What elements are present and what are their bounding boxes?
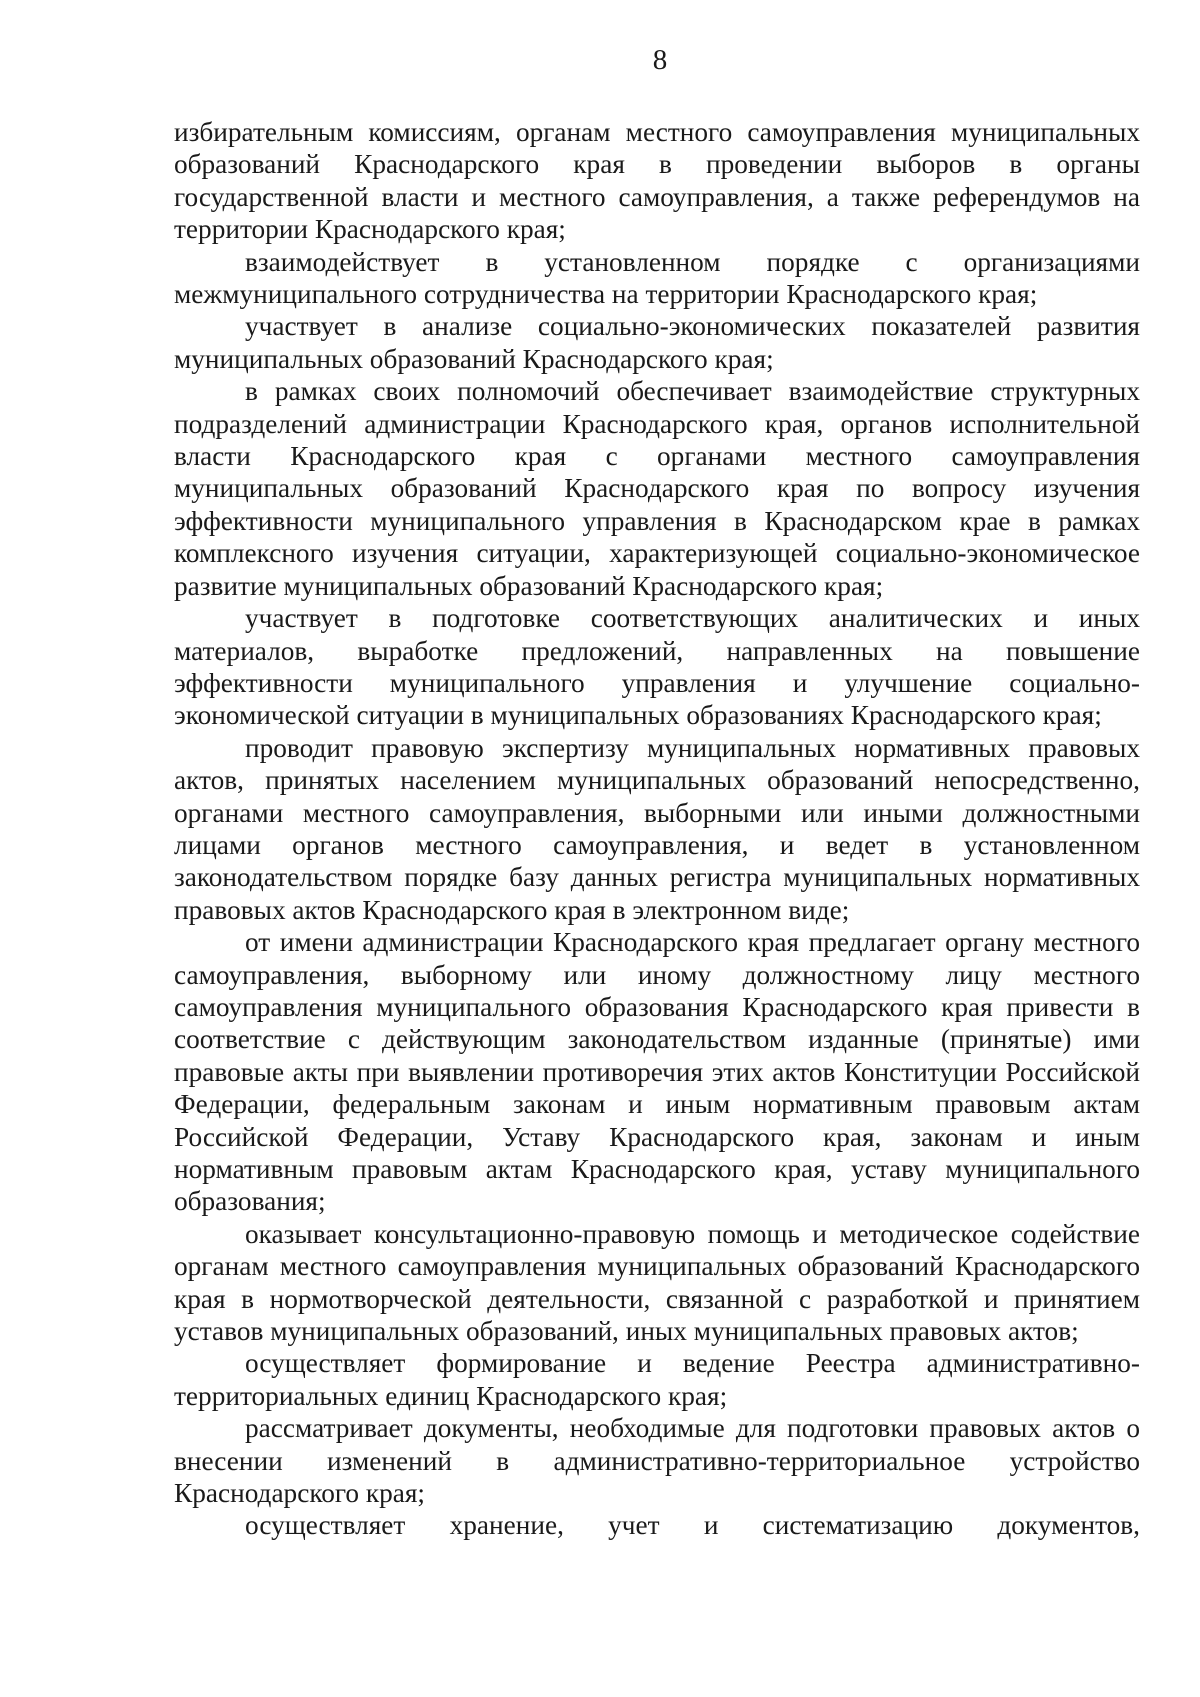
paragraph-intermunicipal-cooperation: взаимодействует в установленном порядке с организациями межмуниципального сотрудничества на территории Краснодарского края; [174,246,1140,310]
paragraph-analytical-materials: участвует в подготовке соответствующих аналитических и иных материалов, выработке предложений, направленных на повышение эффективности муниципального управления и улучшение социально-экономической ситуации в муниципальных образованиях Краснодарского края; [174,603,1140,731]
paragraph-socioeconomic-analysis: участвует в анализе социально-экономических показателей развития муниципальных образований Краснодарского края; [174,311,1140,374]
paragraph-structural-interaction: в рамках своих полномочий обеспечивает взаимодействие структурных подразделений администрации Краснодарского края, органов исполнительной власти Краснодарского края с органами местного самоуправления муниципальных образований Краснодарского края по вопросу изучения эффективности муниципального управления в Краснодарском крае в рамках комплексного изучения ситуации, характеризующей социально-экономическое развитие муниципальных образований Краснодарского края; [174,376,1140,601]
paragraph-document-review: рассматривает документы, необходимые для подготовки правовых актов о внесении изменений в административно-территориальное устройство Краснодарского края; [174,1413,1140,1509]
paragraph-document-storage: осуществляет хранение, учет и систематизацию документов, [245,1510,1140,1541]
page-number: 8 [652,44,668,76]
paragraph-compliance-proposal: от имени администрации Краснодарского края предлагает органу местного самоуправления, выборному или иному должностному лицу местного самоуправления муниципального образования Краснодарского края привести в соответствие с действующим законодательством изданные (принятые) ими правовые акты при выявлении противоречия этих актов Конституции Российской Федерации, федеральным законам и иным нормативным правовым актам Российской Федерации, Уставу Краснодарского края, законам и иным нормативным правовым актам Краснодарского края, уставу муниципального образования; [174,927,1140,1217]
paragraph-electoral-commissions: избирательным комиссиям, органам местного самоуправления муниципальных образований Краснодарского края в проведении выборов в органы государственной власти и местного самоуправления, а также референдумов на территории Краснодарского края; [174,117,1140,245]
paragraph-legal-expertise: проводит правовую экспертизу муниципальных нормативных правовых актов, принятых населением муниципальных образований непосредственно, органами местного самоуправления, выборными или иными должностными лицами органов местного самоуправления, и ведет в установленном законодательством порядке базу данных регистра муниципальных нормативных правовых актов Краснодарского края в электронном виде; [174,732,1140,925]
paragraph-legal-assistance: оказывает консультационно-правовую помощь и методическое содействие органам местного самоуправления муниципальных образований Краснодарского края в нормотворческой деятельности, связанной с разработкой и принятием уставов муниципальных образований, иных муниципальных правовых актов; [174,1218,1140,1347]
paragraph-registry-maintenance: осуществляет формирование и ведение Реестра административно-территориальных единиц Краснодарского края; [174,1348,1140,1411]
document-body [174,116,1140,1542]
